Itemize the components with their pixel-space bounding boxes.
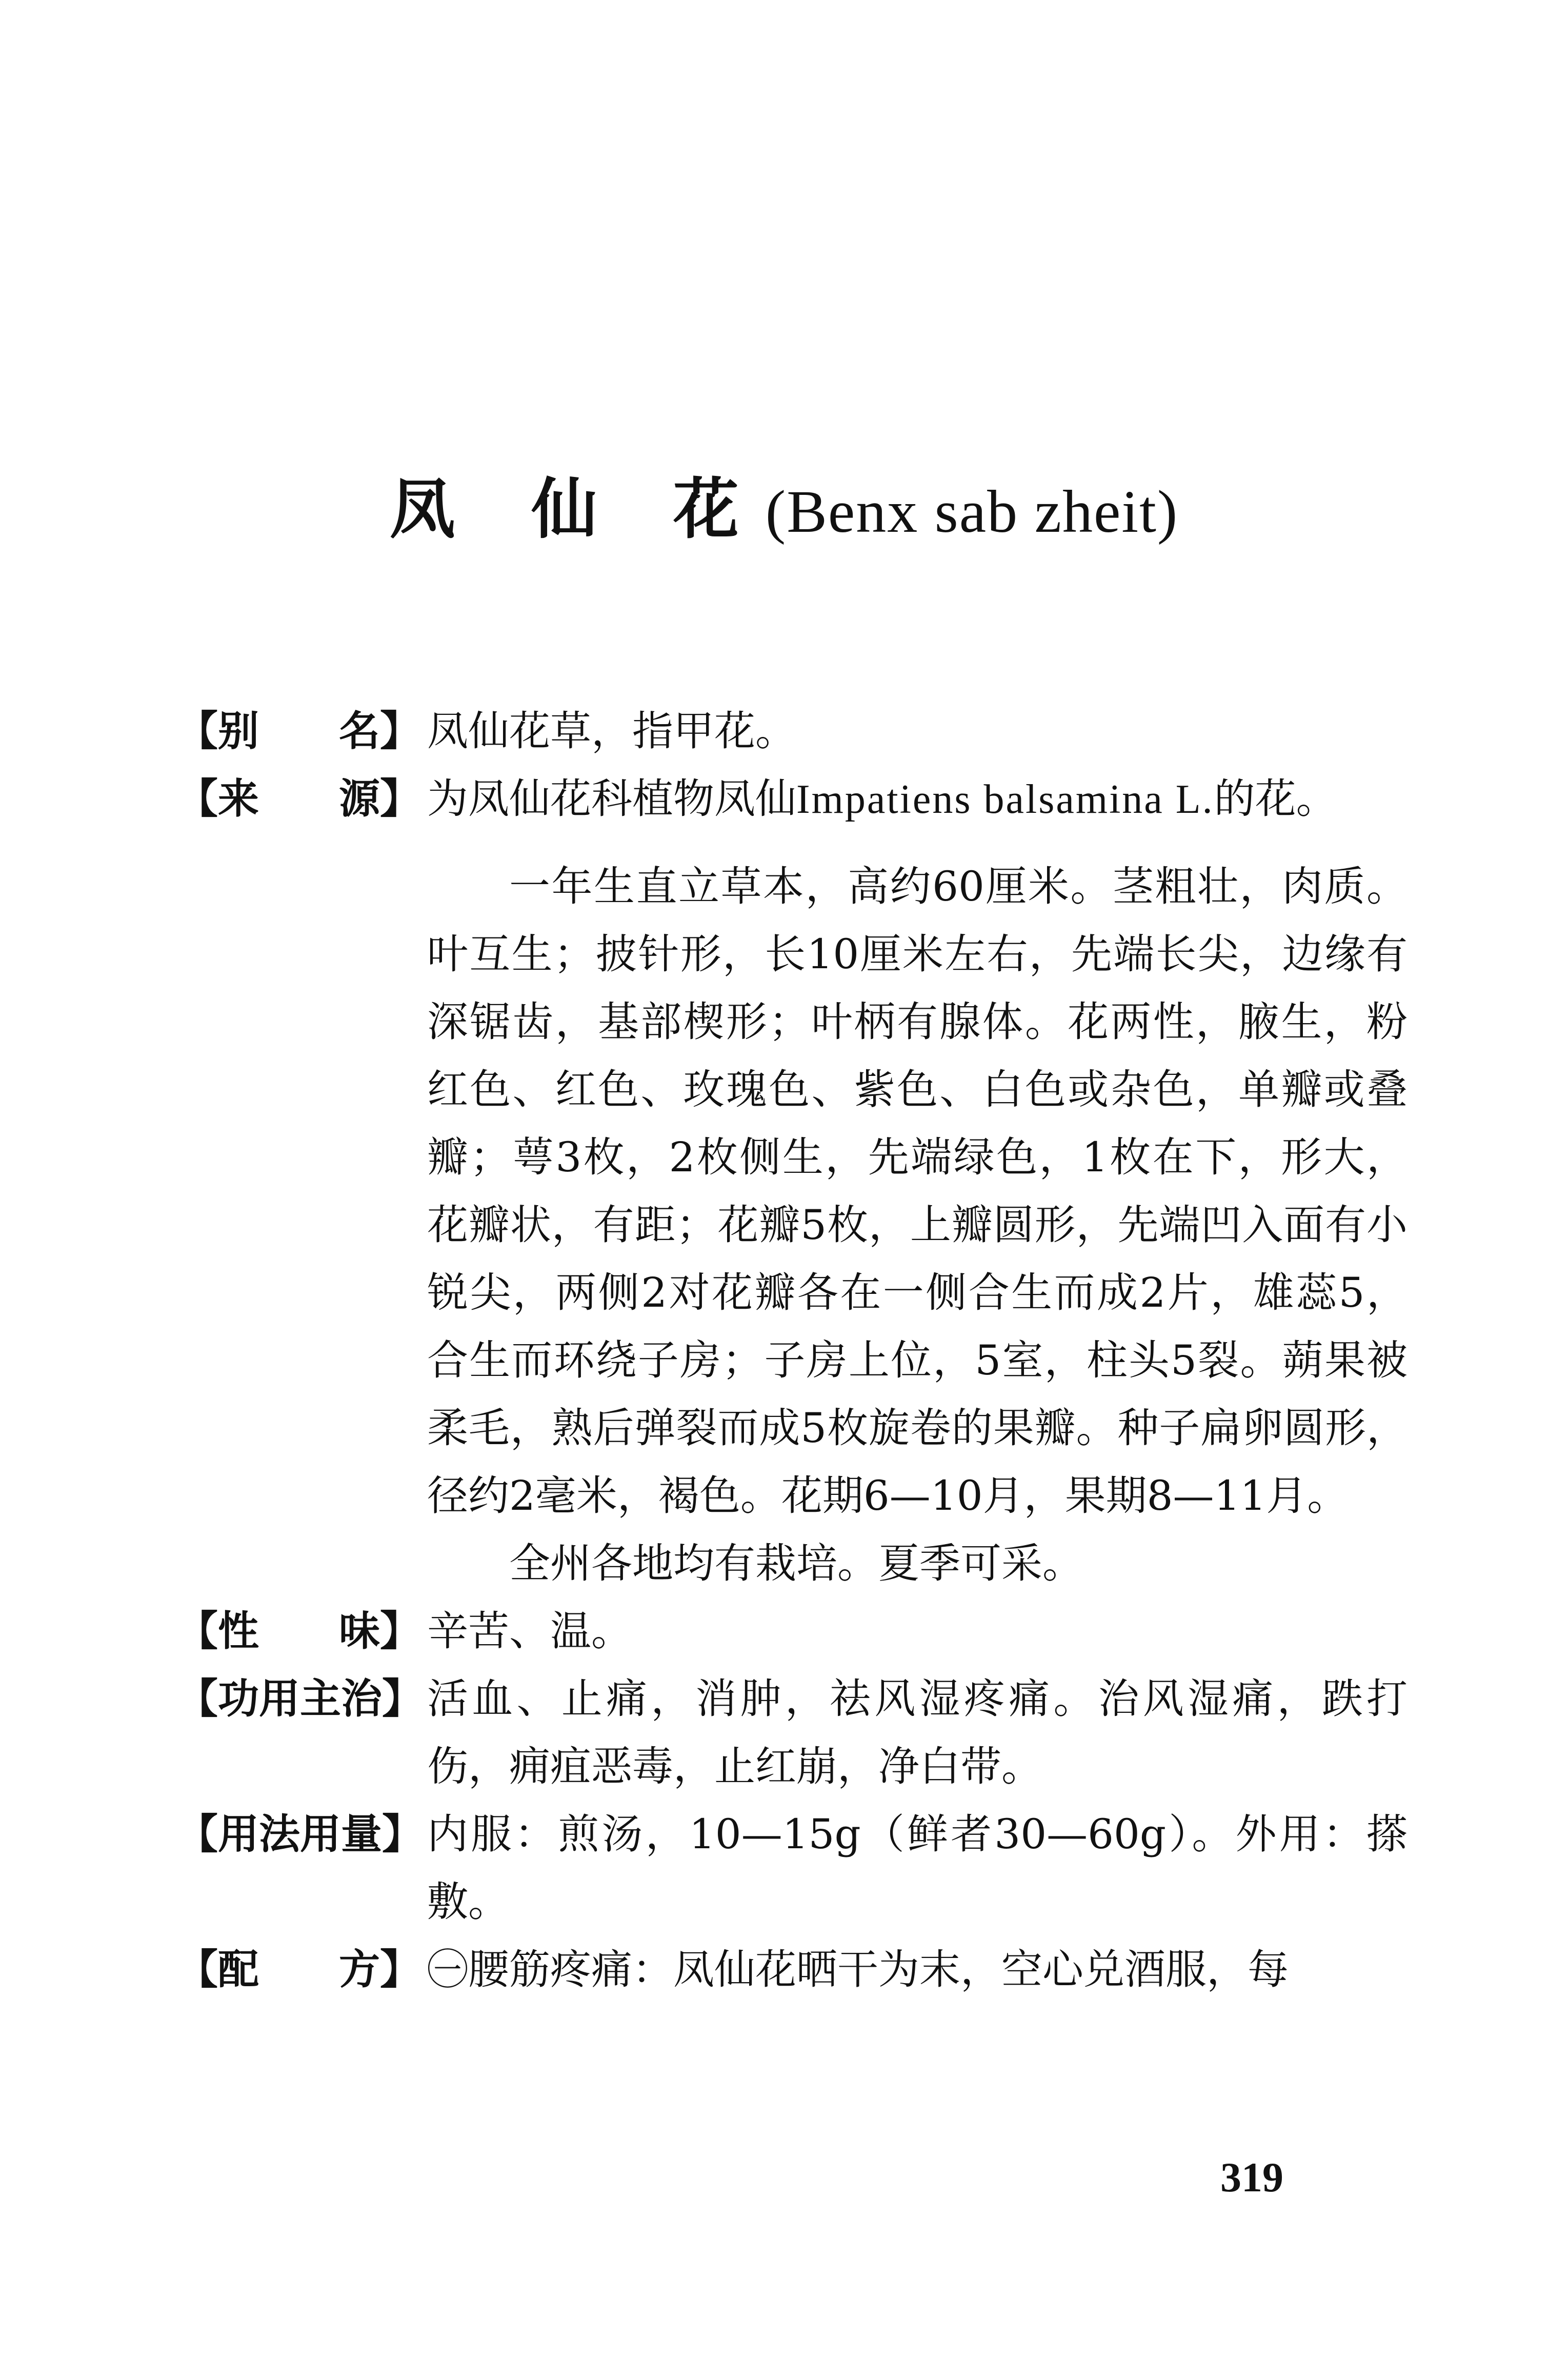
label-open: 【性	[177, 1607, 259, 1655]
entry-label-usage	[177, 1801, 427, 1868]
label-close: 味】	[339, 1607, 421, 1655]
label-full: 【用法用量】	[177, 1810, 423, 1858]
entry-label-alias	[177, 697, 427, 765]
entry-formula	[177, 1936, 1408, 2004]
entry-body-nature	[427, 1597, 1408, 1665]
label-open: 【配	[177, 1946, 259, 1993]
source-description: 一年生直立草本，高约60厘米。茎粗壮，肉质。叶互生；披针形，长10厘米左右，先端长尖，边缘有深锯齿，基部楔形；叶柄有腺体。花两性，腋生，粉红色、红色、玫瑰色、紫色、白色或杂色，单瓣或叠瓣；萼3枚，2枚侧生，先端绿色，1枚在下，形大，花瓣状，有距；花瓣5枚，上瓣圆形，先端凹入面有小锐尖，两侧2对花瓣各在一侧合生而成2片，雄蕊5，合生而环绕子房；子房上位，5室，柱头5裂。蒴果被柔毛，熟后弹裂而成5枚旋卷的果瓣。种子扁卵圆形，径约2毫米，褐色。花期6—10月，果期8—11月。	[427, 863, 1408, 1520]
source-intro	[427, 765, 1408, 833]
usage-text: 内服：煎汤，10—15g（鲜者30—60g）。外用：搽敷。	[427, 1810, 1408, 1926]
label-open: 【来	[177, 775, 259, 823]
label-close: 名】	[339, 707, 421, 755]
label-close: 方】	[339, 1946, 421, 1993]
entry-body-alias	[427, 697, 1408, 765]
entry-alias	[177, 697, 1408, 765]
entry-body-formula	[427, 1936, 1408, 2004]
entry-label-nature	[177, 1597, 427, 1665]
latin-species-name: Impatiens balsamina L.	[796, 777, 1214, 822]
entry-usage	[177, 1801, 1408, 1936]
label-open: 【别	[177, 707, 259, 755]
function-text: 活血、止痛，消肿，祛风湿疼痛。治风湿痛，跌打伤，痈疽恶毒，止红崩，净白带。	[427, 1675, 1408, 1790]
source-intro-post: 的花。	[1214, 775, 1337, 823]
title-chinese: 凤 仙 花	[389, 471, 766, 548]
entries	[177, 697, 1408, 2004]
source-intro-pre: 为凤仙花科植物凤仙	[427, 775, 796, 823]
page-title	[0, 471, 1568, 548]
source-distribution: 全州各地均有栽培。夏季可采。	[509, 1540, 1083, 1587]
entry-label-formula	[177, 1936, 427, 2004]
entry-nature	[177, 1597, 1408, 1665]
page-number: 319	[1220, 2154, 1283, 2201]
formula-text: ㊀腰筋疼痛：凤仙花晒干为末，空心兑酒服，每	[427, 1946, 1289, 1993]
entry-source	[177, 765, 1408, 1597]
entry-body-source	[427, 765, 1408, 1597]
label-full: 【功用主治】	[177, 1675, 423, 1723]
entry-body-function	[427, 1665, 1408, 1801]
title-latin: (Benx sab zheit)	[765, 478, 1179, 545]
nature-text: 辛苦、温。	[427, 1607, 632, 1655]
entry-label-function	[177, 1665, 427, 1733]
entry-label-source	[177, 765, 427, 833]
entry-body-usage	[427, 1801, 1408, 1936]
alias-text: 凤仙花草，指甲花。	[427, 707, 796, 755]
label-close: 源】	[339, 775, 421, 823]
entry-function	[177, 1665, 1408, 1801]
